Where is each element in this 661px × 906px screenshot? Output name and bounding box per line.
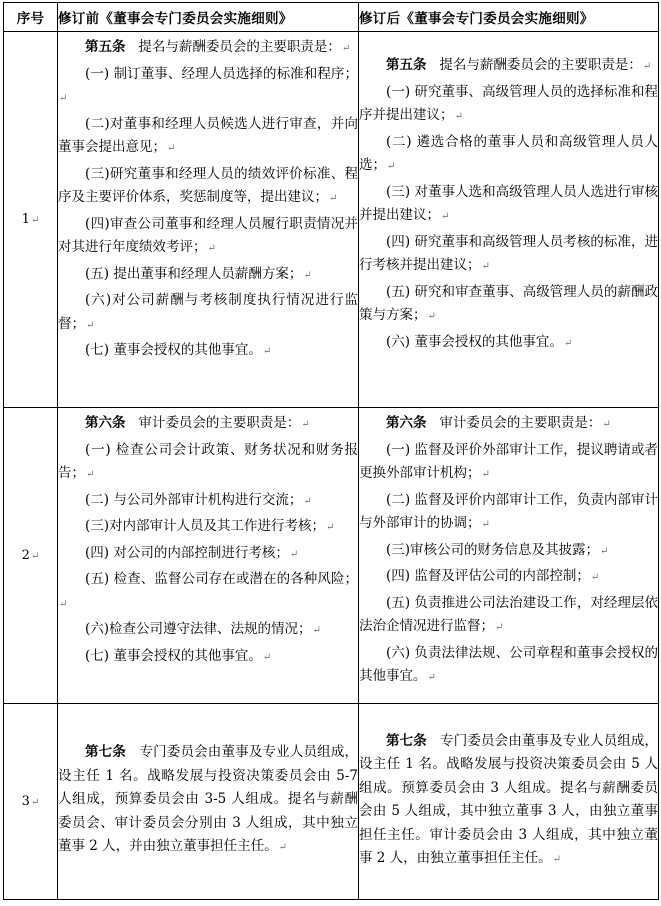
list-item: (六) 董事会授权的其他事宜。↵ bbox=[386, 333, 573, 350]
table-row bbox=[4, 408, 659, 704]
row-number: 2↵ bbox=[4, 408, 58, 704]
article-text: 第七条 专门委员会由董事及专业人员组成，设主任 1 名。战略发展与投资决策委员会由 5-7 人组成，预算委员会由 3-5 人组成。提名与薪酬委员会、审计委员会分别由 3 人组成，其中独立董事 2 人，并由独立董事担任主任。↵ bbox=[58, 744, 359, 855]
list-item: (六)对公司薪酬与考核制度执行情况进行监督；↵ bbox=[58, 292, 358, 332]
list-item: (五) 检查、监督公司存在或潜在的各种风险；↵ bbox=[59, 571, 358, 610]
article-label: 第五条 bbox=[386, 57, 427, 73]
list-item: (二) 监督及评价内部审计工作，负责内部审计与外部审计的协调；↵ bbox=[359, 491, 658, 531]
list-item: (二) 与公司外部审计机构进行交流；↵ bbox=[85, 491, 312, 508]
comparison-table bbox=[3, 2, 659, 900]
row-number: 3↵ bbox=[4, 704, 58, 900]
article-label: 第六条 bbox=[85, 415, 126, 431]
list-item: (三)研究董事和经理人员的绩效评价标准、程序及主要评价体系，奖惩制度等，提出建议；↵ bbox=[58, 165, 358, 205]
article-intro: 第五条 提名与薪酬委员会的主要职责是：↵ bbox=[386, 57, 652, 73]
list-item: (一) 研究董事、高级管理人员的选择标准和程序并提出建议；↵ bbox=[359, 83, 658, 123]
list-item: (六)检查公司遵守法律、法规的情况；↵ bbox=[85, 621, 321, 637]
after-cell bbox=[359, 704, 659, 900]
table-row bbox=[4, 32, 659, 408]
before-cell bbox=[58, 32, 359, 408]
list-item: (三) 对董事人选和高级管理人员人选进行审核并提出建议；↵ bbox=[359, 183, 658, 223]
article-label: 第七条 bbox=[386, 732, 427, 749]
list-item: (六) 负责法律法规、公司章程和董事会授权的其他事宜。↵ bbox=[359, 644, 658, 684]
header-seq: 序号 bbox=[4, 3, 58, 32]
list-item: (二) 遴选合格的董事人员和高级管理人员人选；↵ bbox=[359, 133, 658, 173]
list-item: (四)审查公司董事和经理人员履行职责情况并对其进行年度绩效考评；↵ bbox=[58, 215, 358, 255]
article-label: 第五条 bbox=[85, 39, 126, 55]
list-item: (一) 制订董事、经理人员选择的标准和程序；↵ bbox=[59, 65, 358, 104]
list-item: (五) 负责推进公司法治建设工作，对经理层依法治企情况进行监督；↵ bbox=[359, 594, 658, 634]
list-item: (五) 研究和审查董事、高级管理人员的薪酬政策与方案；↵ bbox=[359, 283, 658, 323]
list-item: (七) 董事会授权的其他事宜。↵ bbox=[85, 647, 272, 664]
row-number: 1↵ bbox=[4, 32, 58, 408]
article-label: 第七条 bbox=[85, 744, 127, 761]
before-cell bbox=[58, 704, 359, 900]
article-text: 第七条 专门委员会由董事及专业人员组成，设主任 1 名。战略发展与投资决策委员会由 5 人组成。预算委员会由 3 人组成。提名与薪酬委员会由 5 人组成，其中独立董事 3 人，由独立董事担任主任。审计委员会由 3 人组成，其中独立董事 2 人，由独立董事担任主任。↵ bbox=[359, 732, 658, 866]
before-cell bbox=[58, 408, 359, 704]
after-cell bbox=[359, 408, 659, 704]
list-item: (二)对董事和经理人员候选人进行审查，并向董事会提出意见；↵ bbox=[58, 115, 358, 155]
list-item: (四) 对公司的内部控制进行考核；↵ bbox=[85, 544, 299, 561]
after-cell bbox=[359, 32, 659, 408]
table-row bbox=[4, 704, 659, 900]
list-item: (四) 研究董事和高级管理人员考核的标准，进行考核并提出建议；↵ bbox=[359, 233, 658, 273]
article-intro: 第六条 审计委员会的主要职责是：↵ bbox=[386, 415, 611, 431]
article-intro: 第五条 提名与薪酬委员会的主要职责是：↵ bbox=[85, 39, 351, 55]
header-row bbox=[4, 3, 659, 32]
list-item: (七) 董事会授权的其他事宜。↵ bbox=[85, 342, 272, 358]
header-after: 修订后《董事会专门委员会实施细则》 bbox=[359, 3, 659, 32]
list-item: (一) 监督及评价外部审计工作，提议聘请或者更换外部审计机构；↵ bbox=[359, 441, 658, 481]
list-item: (五) 提出董事和经理人员薪酬方案；↵ bbox=[85, 265, 312, 282]
list-item: (四) 监督及评估公司的内部控制；↵ bbox=[386, 568, 600, 584]
article-label: 第六条 bbox=[386, 415, 427, 431]
list-item: (三)对内部审计人员及其工作进行考核；↵ bbox=[85, 518, 335, 534]
article-intro: 第六条 审计委员会的主要职责是：↵ bbox=[85, 415, 310, 431]
list-item: (三)审核公司的财务信息及其披露；↵ bbox=[386, 541, 609, 558]
list-item: (一) 检查公司会计政策、财务状况和财务报告；↵ bbox=[58, 441, 358, 481]
header-before: 修订前《董事会专门委员会实施细则》 bbox=[58, 3, 359, 32]
